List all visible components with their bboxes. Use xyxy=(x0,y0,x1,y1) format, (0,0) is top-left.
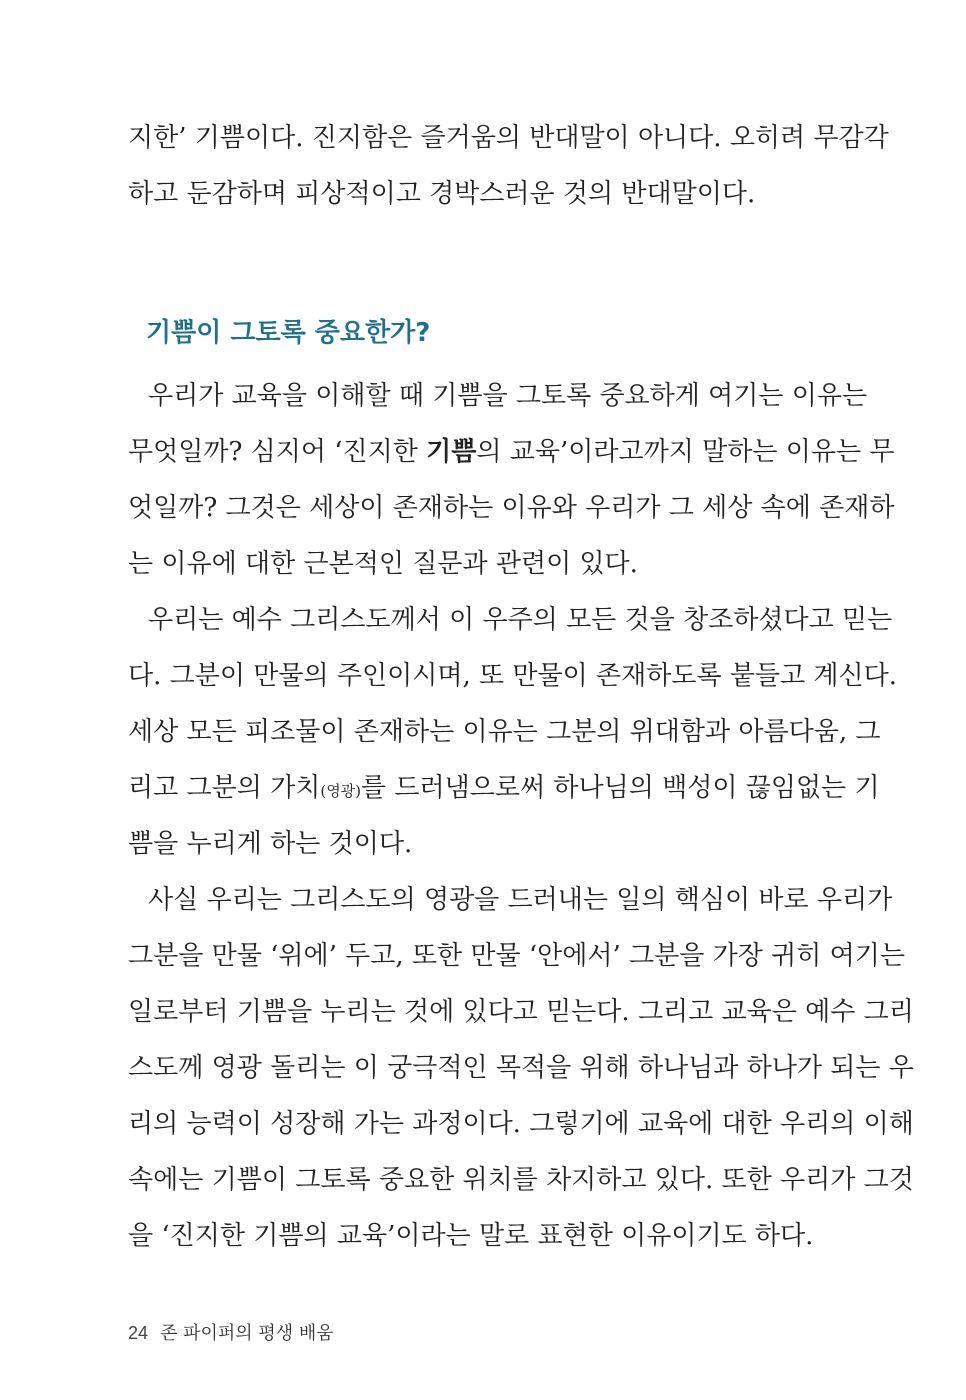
text-line: 하고 둔감하며 피상적이고 경박스러운 것의 반대말이다. xyxy=(128,179,756,209)
text-span: 의 교육’이라고까지 말하는 이유는 무 xyxy=(476,437,895,467)
small-annotation: (영광) xyxy=(320,782,362,800)
text-line: 쁨을 누리게 하는 것이다. xyxy=(128,829,413,859)
text-line xyxy=(128,760,880,816)
text-line: 다. 그분이 만물의 주인이시며, 또 만물이 존재하도록 붙들고 계신다. xyxy=(128,661,898,691)
text-line: 지한’ 기쁨이다. 진지함은 즐거움의 반대말이 아니다. 오히려 무감각 xyxy=(128,123,889,153)
text-line: 을 ‘진지한 기쁨의 교육’이라는 말로 표현한 이유이기도 하다. xyxy=(128,1221,814,1251)
text-span: 를 드러냄으로써 하나님의 백성이 끊임없는 기 xyxy=(361,773,880,803)
text-line: 사실 우리는 그리스도의 영광을 드러내는 일의 핵심이 바로 우리가 xyxy=(148,885,893,915)
bold-word: 기쁨 xyxy=(426,437,477,467)
page-number: 24 xyxy=(128,1323,149,1343)
text-line: 우리가 교육을 이해할 때 기쁨을 그토록 중요하게 여기는 이유는 xyxy=(148,381,868,411)
text-line xyxy=(128,424,895,480)
paragraph-2 xyxy=(128,592,898,872)
book-title: 존 파이퍼의 평생 배움 xyxy=(160,1323,334,1344)
text-line: 속에는 기쁨이 그토록 중요한 위치를 차지하고 있다. 또한 우리가 그것 xyxy=(128,1165,914,1195)
text-line: 리의 능력이 성장해 가는 과정이다. 그렇기에 교육에 대한 우리의 이해 xyxy=(128,1109,914,1139)
text-line: 는 이유에 대한 근본적인 질문과 관련이 있다. xyxy=(128,549,638,579)
text-span: 무엇일까? 심지어 ‘진지한 xyxy=(128,437,427,467)
page-footer xyxy=(128,1318,334,1348)
paragraph-1 xyxy=(128,368,895,592)
body-text xyxy=(128,368,914,1264)
text-line: 그분을 만물 ‘위에’ 두고, 또한 만물 ‘안에서’ 그분을 가장 귀히 여기는 xyxy=(128,941,905,971)
section-heading: 기쁨이 그토록 중요한가? xyxy=(146,318,431,348)
text-line: 세상 모든 피조물이 존재하는 이유는 그분의 위대함과 아름다움, 그 xyxy=(128,717,881,747)
text-span: 리고 그분의 가치 xyxy=(128,773,321,803)
text-line: 일로부터 기쁨을 누리는 것에 있다고 믿는다. 그리고 교육은 예수 그리 xyxy=(128,997,914,1027)
intro-paragraph xyxy=(128,110,889,222)
text-line: 우리는 예수 그리스도께서 이 우주의 모든 것을 창조하셨다고 믿는 xyxy=(148,605,893,635)
text-line: 엇일까? 그것은 세상이 존재하는 이유와 우리가 그 세상 속에 존재하 xyxy=(128,493,895,523)
text-line: 스도께 영광 돌리는 이 궁극적인 목적을 위해 하나님과 하나가 되는 우 xyxy=(128,1053,914,1083)
paragraph-3 xyxy=(128,872,914,1264)
